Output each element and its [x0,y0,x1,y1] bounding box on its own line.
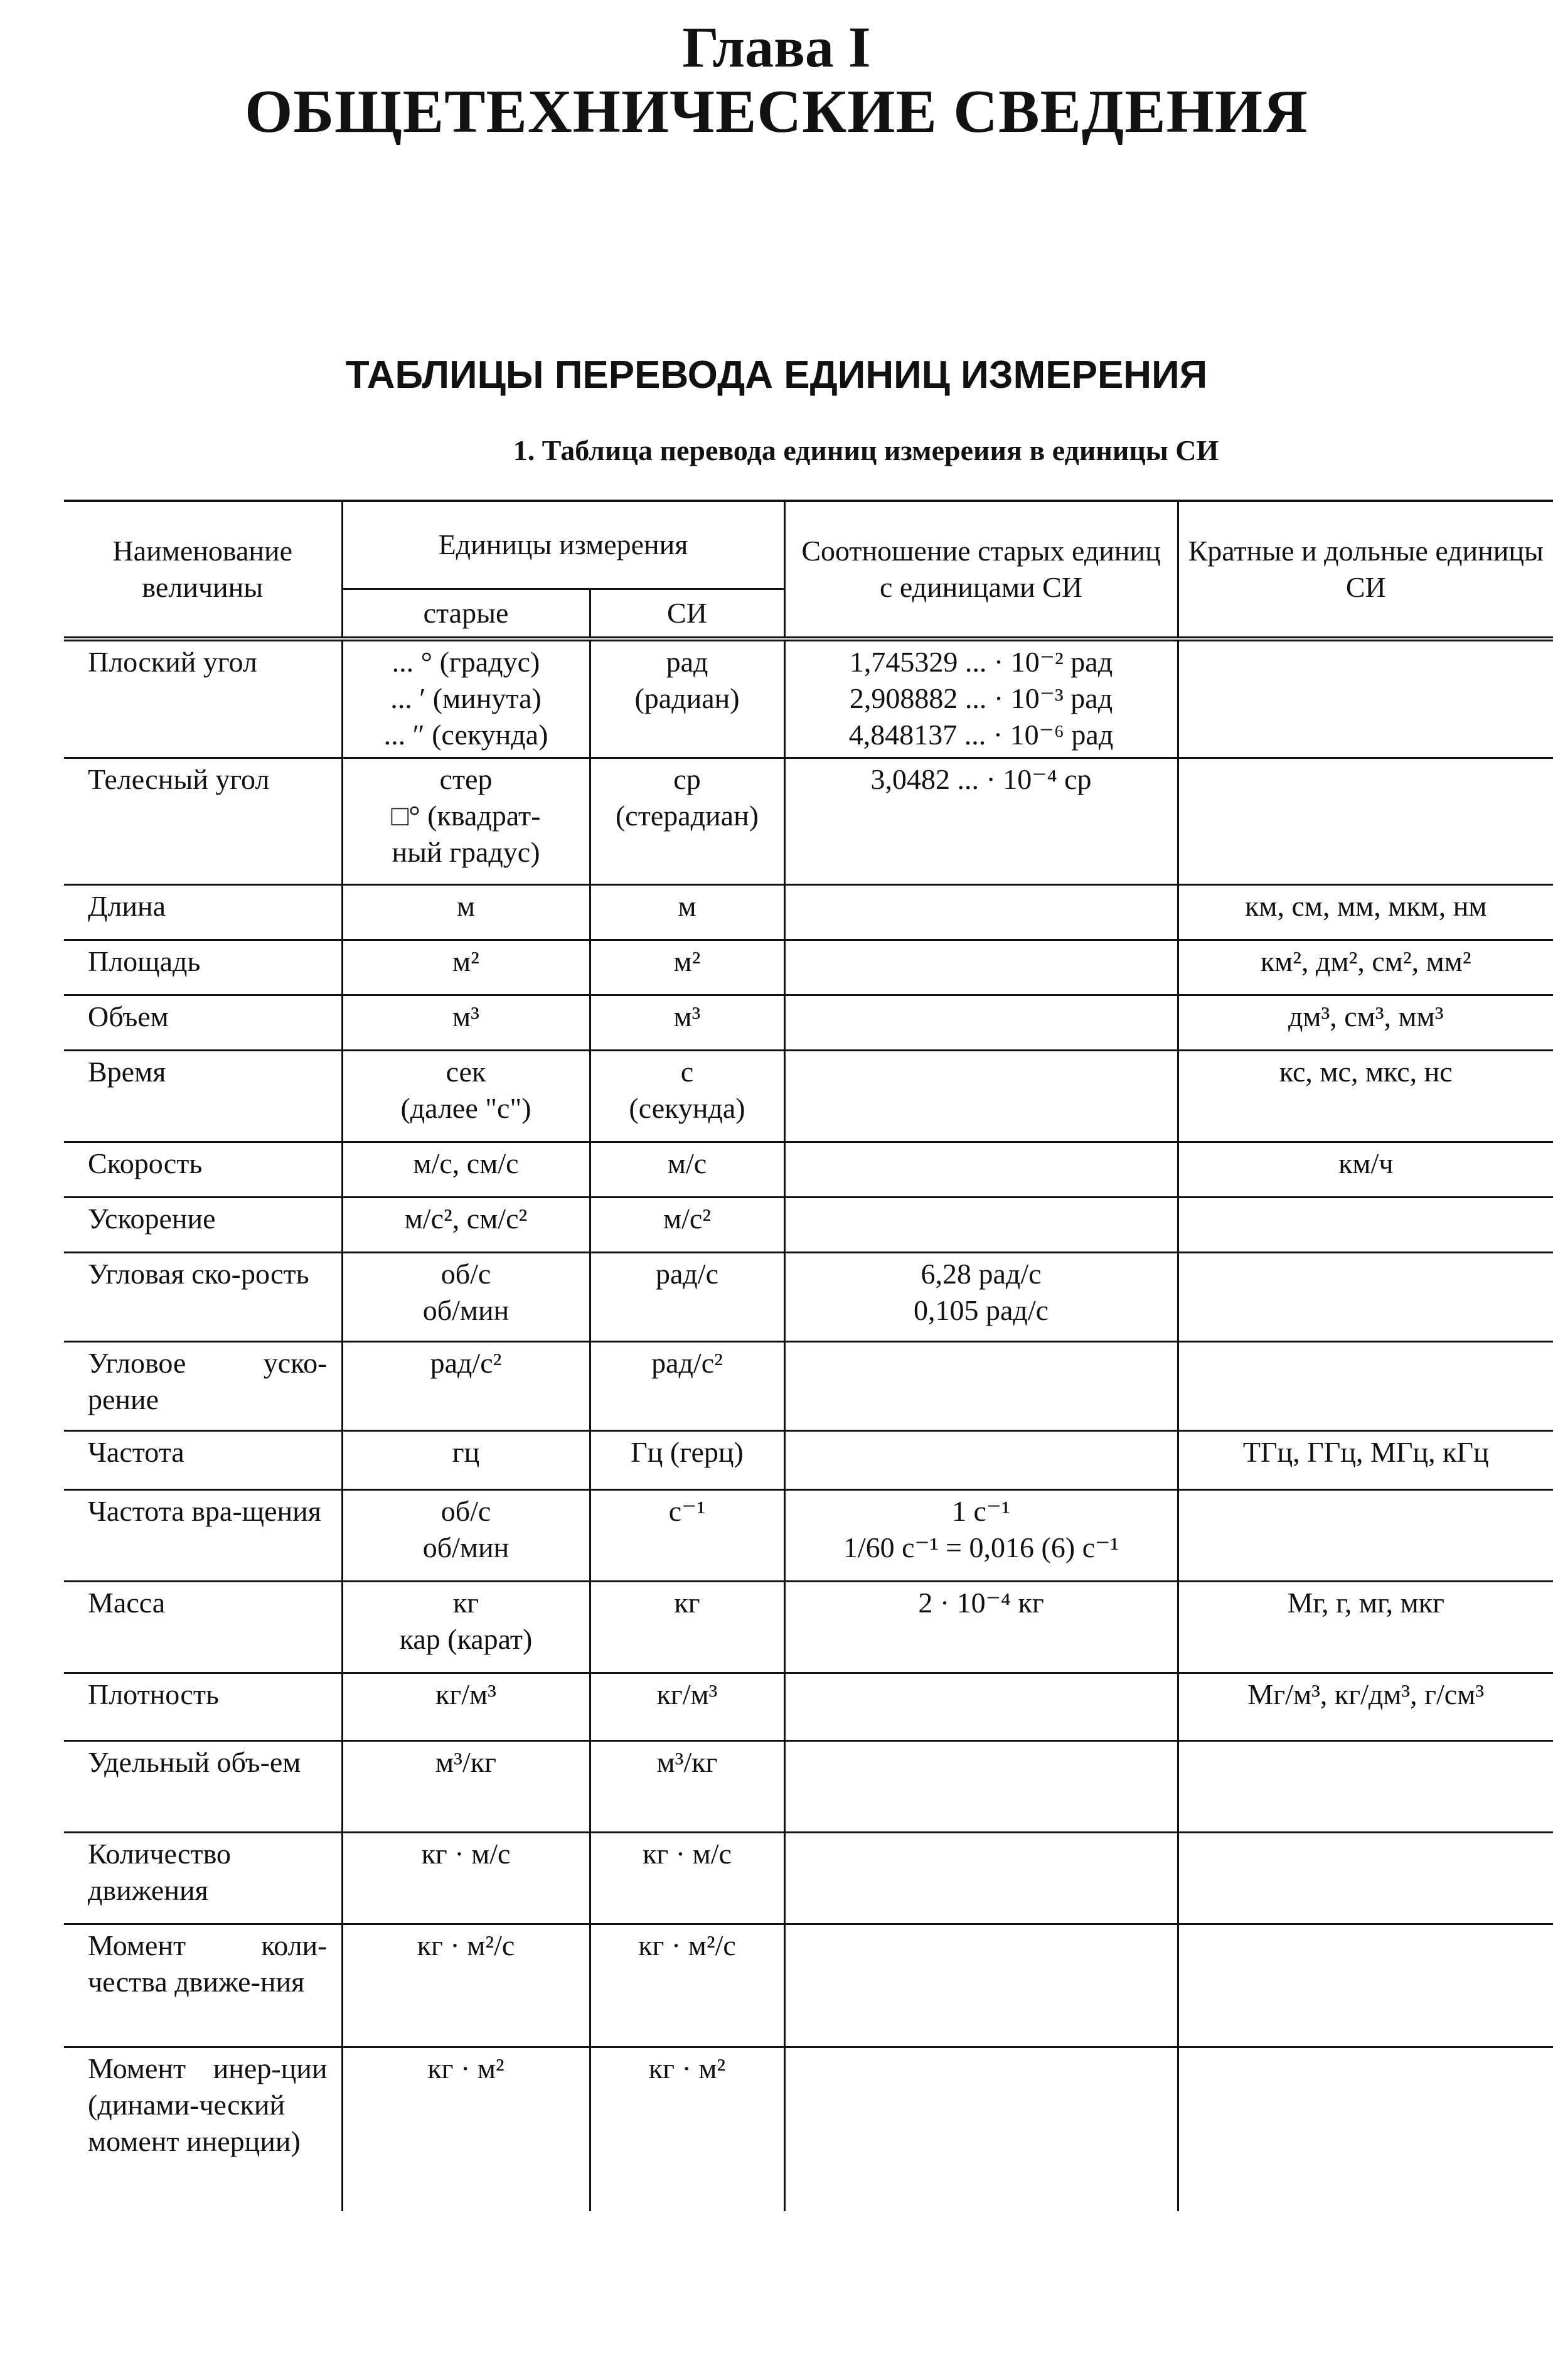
si-unit-line: ср [673,763,701,795]
si-unit-cell [590,1673,784,1740]
table-row [64,1832,1553,1924]
quantity-name-cell: Плоский угол [64,639,342,758]
ratio-line: 4,848137 ... · 10⁻⁶ рад [848,718,1114,751]
si-unit-line: рад/с [655,1257,719,1290]
multiples-cell [1178,995,1553,1050]
multiples-cell [1178,1197,1553,1252]
multiples-line: ТГц, ГГц, МГц, кГц [1242,1435,1489,1468]
table-row [64,758,1553,884]
table-row [64,1489,1553,1581]
table-row [64,1430,1553,1489]
si-unit-cell [590,1142,784,1197]
si-unit-cell [590,1489,784,1581]
quantity-name-cell: Телесный угол [64,758,342,884]
table-caption: 1. Таблица перевода единиц измереиия в единицы СИ [513,434,1219,466]
table-row [64,1142,1553,1197]
si-unit-line: кг [674,1586,700,1619]
si-unit-cell [590,758,784,884]
ratio-cell [784,1050,1178,1142]
table-row [64,1252,1553,1341]
multiples-cell [1178,1430,1553,1489]
old-unit-line: □° (квадрат- [391,799,541,832]
multiples-line: Мг, г, мг, мкг [1287,1586,1444,1619]
multiples-line: кс, мс, мкс, нс [1279,1055,1453,1088]
multiples-cell [1178,1252,1553,1341]
ratio-cell [784,1740,1178,1832]
si-unit-line: м³/кг [656,1745,718,1778]
si-unit-line: (секунда) [629,1091,745,1124]
old-unit-cell [342,1341,590,1430]
quantity-name-cell: Угловое уско-рение [64,1341,342,1430]
header-si-units: СИ [590,589,784,639]
table-row [64,1581,1553,1673]
header-units-group: Единицы измерения [342,501,784,589]
old-unit-line: кар (карат) [399,1622,533,1655]
ratio-line: 2,908882 ... · 10⁻³ рад [849,682,1113,714]
ratio-cell [784,2047,1178,2211]
si-unit-cell [590,1740,784,1832]
quantity-name-cell: Плотность [64,1673,342,1740]
si-unit-line: кг · м²/с [638,1929,736,1961]
ratio-cell [784,1673,1178,1740]
old-unit-line: ... ° (градус) [392,645,540,678]
old-unit-cell [342,2047,590,2211]
ratio-cell [784,639,1178,758]
si-unit-cell [590,1252,784,1341]
old-unit-line: об/мин [422,1294,510,1326]
si-unit-line: с [680,1055,694,1088]
si-unit-line: рад/с² [651,1346,723,1379]
si-unit-cell [590,639,784,758]
old-unit-cell [342,1581,590,1673]
quantity-name-cell: Удельный объ-ем [64,1740,342,1832]
old-unit-cell [342,1142,590,1197]
multiples-line: дм³, см³, мм³ [1288,1000,1444,1032]
chapter-title: ОБЩЕТЕХНИЧЕСКИЕ СВЕДЕНИЯ [245,78,1308,146]
multiples-cell [1178,758,1553,884]
multiples-cell [1178,639,1553,758]
quantity-name-cell: Длина [64,884,342,940]
quantity-name-cell: Время [64,1050,342,1142]
si-unit-line: м³ [673,1000,701,1032]
header-quantity-name: Наименование величины [64,501,342,639]
table-row [64,995,1553,1050]
ratio-line: 2 · 10⁻⁴ кг [918,1586,1044,1619]
quantity-name-cell: Момент инер-ции (динами-ческий момент инерции) [64,2047,342,2211]
old-unit-cell [342,884,590,940]
quantity-name-cell: Масса [64,1581,342,1673]
quantity-name-cell: Площадь [64,940,342,995]
si-unit-line: кг · м/с [643,1837,732,1870]
quantity-name-cell: Ускорение [64,1197,342,1252]
table-row [64,1924,1553,2047]
si-unit-line: кг/м³ [656,1678,718,1710]
old-unit-cell [342,758,590,884]
si-unit-cell [590,940,784,995]
ratio-cell [784,940,1178,995]
old-unit-line: м/с², см/с² [404,1202,528,1235]
si-unit-line: м [678,889,696,922]
si-unit-line: Гц (герц) [631,1435,744,1468]
old-unit-line: сек [446,1055,486,1088]
chapter-number: Глава I [682,15,871,79]
multiples-line: км, см, мм, мкм, нм [1245,889,1487,922]
old-unit-cell [342,1832,590,1924]
table-body [64,639,1553,2212]
si-unit-line: (радиан) [634,682,740,714]
old-unit-line: м/с, см/с [413,1147,519,1179]
old-unit-cell [342,639,590,758]
old-unit-line: стер [439,763,493,795]
multiples-cell [1178,1142,1553,1197]
si-unit-cell [590,1341,784,1430]
multiples-line: км/ч [1338,1147,1394,1179]
ratio-line: 0,105 рад/с [914,1294,1049,1326]
si-unit-cell [590,1050,784,1142]
header-multiples: Кратные и дольные единицы СИ [1178,501,1553,639]
header-ratio: Соотношение старых единиц с единицами СИ [784,501,1178,639]
table-row [64,1197,1553,1252]
old-unit-cell [342,940,590,995]
multiples-cell [1178,1341,1553,1430]
multiples-cell [1178,1740,1553,1832]
old-unit-line: м³ [452,1000,479,1032]
old-unit-line: рад/с² [430,1346,502,1379]
table-row [64,639,1553,758]
ratio-cell [784,1489,1178,1581]
multiples-cell [1178,940,1553,995]
header-old-units: старые [342,589,590,639]
multiples-cell [1178,1832,1553,1924]
ratio-cell [784,758,1178,884]
quantity-name-cell: Частота вра-щения [64,1489,342,1581]
ratio-cell [784,1197,1178,1252]
old-unit-line: кг · м²/с [417,1929,515,1961]
quantity-name-cell: Скорость [64,1142,342,1197]
old-unit-cell [342,1673,590,1740]
ratio-cell [784,995,1178,1050]
unit-conversion-table [64,500,1553,2211]
si-unit-cell [590,2047,784,2211]
ratio-line: 6,28 рад/с [921,1257,1042,1290]
old-unit-cell [342,1050,590,1142]
ratio-cell [784,1341,1178,1430]
old-unit-line: об/мин [422,1531,510,1563]
multiples-cell [1178,884,1553,940]
si-unit-line: с⁻¹ [668,1494,706,1527]
table-row [64,2047,1553,2211]
old-unit-line: кг [452,1586,479,1619]
old-unit-cell [342,1430,590,1489]
old-unit-line: кг · м/с [421,1837,511,1870]
table-row [64,884,1553,940]
table-row [64,1740,1553,1832]
multiples-cell [1178,2047,1553,2211]
old-unit-cell [342,1252,590,1341]
old-unit-cell [342,995,590,1050]
old-unit-line: кг · м² [427,2052,504,2084]
ratio-cell [784,1252,1178,1341]
old-unit-line: об/с [440,1257,491,1290]
si-unit-line: кг · м² [648,2052,726,2084]
ratio-line: 1/60 с⁻¹ = 0,016 (6) с⁻¹ [843,1531,1119,1563]
ratio-cell [784,884,1178,940]
quantity-name-cell: Объем [64,995,342,1050]
ratio-line: 1 с⁻¹ [952,1494,1011,1527]
quantity-name-cell: Момент коли-чества движе-ния [64,1924,342,2047]
si-unit-cell [590,884,784,940]
si-unit-cell [590,1581,784,1673]
old-unit-cell [342,1489,590,1581]
si-unit-line: м² [673,945,701,977]
si-unit-line: (стерадиан) [615,799,759,832]
ratio-cell [784,1142,1178,1197]
ratio-cell [784,1581,1178,1673]
section-title: ТАБЛИЦЫ ПЕРЕВОДА ЕДИНИЦ ИЗМЕРЕНИЯ [345,353,1208,397]
ratio-cell [784,1924,1178,2047]
old-unit-line: м [456,889,476,922]
old-unit-cell [342,1740,590,1832]
quantity-name-cell: Угловая ско-рость [64,1252,342,1341]
ratio-line: 1,745329 ... · 10⁻² рад [849,645,1113,678]
old-unit-line: об/с [440,1494,491,1527]
multiples-cell [1178,1050,1553,1142]
ratio-cell [784,1832,1178,1924]
old-unit-line: м² [452,945,479,977]
si-unit-cell [590,1430,784,1489]
si-unit-cell [590,1924,784,2047]
multiples-line: км², дм², см², мм² [1260,945,1471,977]
si-unit-line: м/с² [663,1202,712,1235]
ratio-cell [784,1430,1178,1489]
old-unit-line: м³/кг [435,1745,496,1778]
old-unit-line: ... ″ (секунда) [383,718,548,751]
old-unit-line: (далее "с") [400,1091,531,1124]
si-unit-line: м/с [667,1147,707,1179]
si-unit-cell [590,995,784,1050]
old-unit-cell [342,1197,590,1252]
table-row [64,940,1553,995]
multiples-cell [1178,1673,1553,1740]
table-row [64,1050,1553,1142]
quantity-name-cell: Частота [64,1430,342,1489]
ratio-line: 3,0482 ... · 10⁻⁴ ср [870,763,1092,795]
si-unit-line: рад [666,645,708,678]
multiples-cell [1178,1924,1553,2047]
si-unit-cell [590,1197,784,1252]
si-unit-cell [590,1832,784,1924]
old-unit-line: ... ′ (минута) [390,682,542,714]
multiples-cell [1178,1489,1553,1581]
multiples-line: Мг/м³, кг/дм³, г/см³ [1247,1678,1485,1710]
old-unit-line: кг/м³ [435,1678,496,1710]
table-row [64,1673,1553,1740]
table-row [64,1341,1553,1430]
multiples-cell [1178,1581,1553,1673]
old-unit-line: ный градус) [392,835,540,868]
old-unit-line: гц [452,1435,480,1468]
quantity-name-cell: Количество движения [64,1832,342,1924]
old-unit-cell [342,1924,590,2047]
